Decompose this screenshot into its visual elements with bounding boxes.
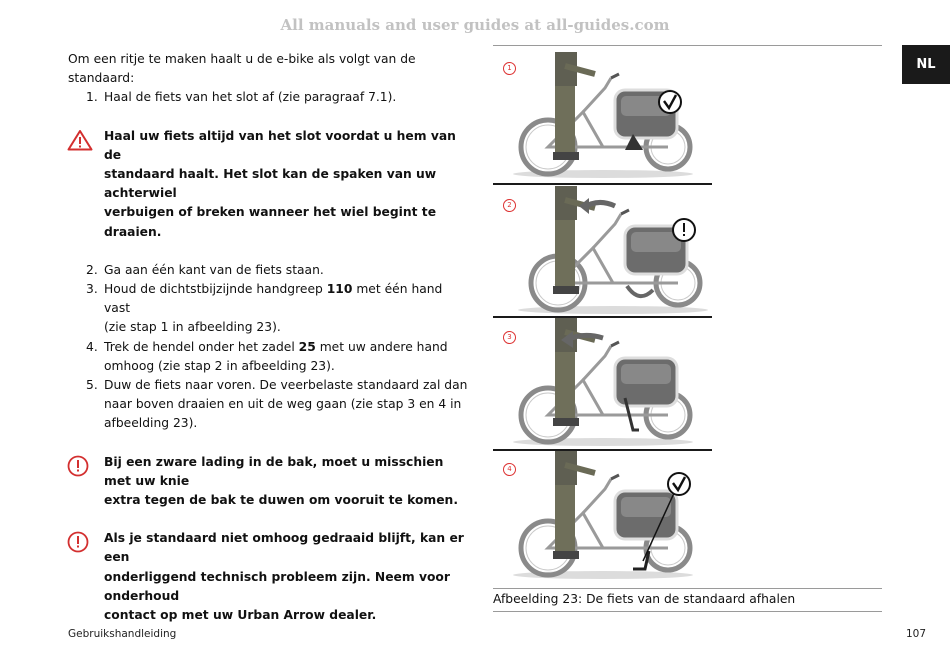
step-badge-2: 2 [503,199,516,212]
step-text-cont: (zie stap 1 in afbeelding 23). [104,320,281,335]
intro-text: Om een ritje te maken haalt u de e-bike als volgt van de standaard: [68,52,416,86]
info-note-2 [68,529,468,625]
step-number: 3. [86,282,98,297]
caption-top-rule [493,588,882,589]
part-reference: 25 [298,339,316,354]
exclamation-circle-icon [67,531,89,559]
language-tab: NL [902,45,950,84]
step-badge-1: 1 [503,62,516,75]
step-1 [68,88,468,107]
figure-top-rule [493,45,882,46]
step-text: Ga aan één kant van de fiets staan. [104,262,324,277]
page-number: 107 [906,628,927,640]
warning-line: standaard haalt. Het slot kan de spaken van uw achterwiel [104,167,437,201]
step-number: 1. [86,90,98,105]
step-3 [68,280,468,338]
step-5 [68,376,468,434]
note-line: Bij een zware lading in de bak, moet u misschien met uw knie [104,454,444,488]
caption-bottom-rule [493,611,882,612]
step-number: 2. [86,262,98,277]
panel-divider [493,183,712,185]
step-number: 5. [86,378,98,393]
bike-stand-illustration [493,50,883,178]
figure-panel-3 [493,318,883,446]
figure-panel-1 [493,50,883,178]
part-reference: 110 [326,282,353,297]
step-text: Duw de fiets naar voren. De veerbelaste standaard zal dan [104,378,468,393]
bike-stand-illustration [493,186,883,314]
step-text: Trek de hendel onder het zadel 25 met uw andere hand [104,339,448,354]
warning-note [68,127,468,242]
figure-panel-4 [493,451,883,579]
footer-title: Gebruikshandleiding [68,628,177,640]
warning-line: verbuigen of breken wanneer het wiel begint te draaien. [104,205,437,239]
note-line: onderliggend technisch probleem zijn. Neem voor onderhoud [104,569,450,603]
step-badge-4: 4 [503,463,516,476]
instructions-column [68,50,468,625]
step-text-cont: naar boven draaien en uit de weg gaan (zie stap 3 en 4 in [104,397,462,412]
info-note-1 [68,453,468,511]
step-2 [68,261,468,280]
exclamation-circle-icon [67,455,89,483]
step-text: Haal de fiets van het slot af (zie paragraaf 7.1). [104,90,397,105]
step-text: Houd de dichtstbijzijnde handgreep 110 met één hand vast [104,282,443,316]
warning-line: Haal uw fiets altijd van het slot voordat u hem van de [104,128,456,162]
watermark: All manuals and user guides at all-guides.com [280,16,670,34]
step-text-cont: omhoog (zie stap 2 in afbeelding 23). [104,358,335,373]
note-line: contact op met uw Urban Arrow dealer. [104,608,377,623]
step-text-cont: afbeelding 23). [104,416,198,431]
note-line: extra tegen de bak te duwen om vooruit te komen. [104,493,458,508]
note-line: Als je standaard niet omhoog gedraaid blijft, kan er een [104,531,464,565]
step-4 [68,338,468,376]
figure-caption: Afbeelding 23: De fiets van de standaard afhalen [493,592,796,606]
step-badge-3: 3 [503,331,516,344]
bike-stand-illustration [493,451,883,579]
step-number: 4. [86,339,98,354]
warning-triangle-icon [67,129,93,157]
figure-panel-2 [493,186,883,314]
bike-stand-illustration [493,318,883,446]
